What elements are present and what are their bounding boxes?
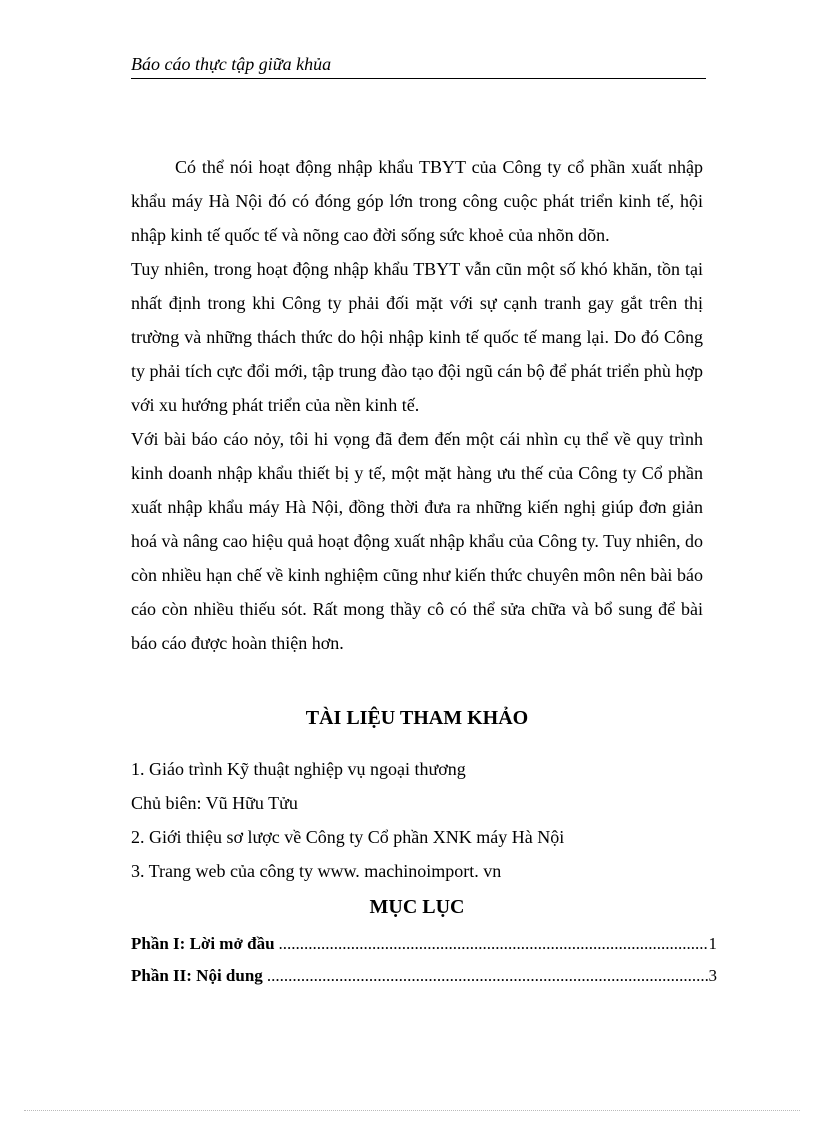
toc-leader-dots <box>279 928 708 960</box>
header-title: Báo cáo thực tập giữa khủa <box>131 54 332 74</box>
toc-title: MỤC LỤC <box>369 896 465 918</box>
references-title: TÀI LIỆU THAM KHẢO <box>305 707 529 729</box>
reference-item: 2. Giới thiệu sơ lược về Công ty Cổ phần XNK máy Hà Nội <box>131 827 565 847</box>
toc-entry[interactable] <box>131 928 717 960</box>
toc-entry[interactable] <box>131 960 717 992</box>
paragraph-conclusion: Có thể nói hoạt động nhập khẩu TBYT của Công ty cổ phần xuất nhập khẩu máy Hà Nội đó có đóng góp lớn trong công cuộc phát triển kinh tế, hội nhập kinh tế quốc tế và nõng cao đời sống sức khoẻ của nhõn dõn. <box>131 157 703 245</box>
body-text <box>131 150 703 660</box>
page-header <box>131 52 706 79</box>
toc-entry-label: Phần II: Nội dung <box>131 966 263 985</box>
references-list <box>131 752 703 888</box>
reference-item: 3. Trang web của công ty www. machinoimport. vn <box>131 861 502 881</box>
table-of-contents <box>131 928 717 992</box>
page-bottom-divider <box>24 1110 800 1111</box>
reference-item: 1. Giáo trình Kỹ thuật nghiệp vụ ngoại thương <box>131 759 466 779</box>
toc-leader-dots <box>267 960 708 992</box>
paragraph-challenges: Tuy nhiên, trong hoạt động nhập khẩu TBYT vẫn cũn một số khó khăn, tồn tại nhất định trong khi Công ty phải đối mặt với sự cạnh tranh gay gắt trên thị trường và những thách thức do hội nhập kinh tế quốc tế mang lại. Do đó Công ty phải tích cực đổi mới, tập trung đào tạo đội ngũ cán bộ để phát triển phù hợp với xu hướng phát triển của nền kinh tế. <box>131 259 703 415</box>
toc-entry-page: 1 <box>708 934 717 953</box>
reference-item: Chủ biên: Vũ Hữu Tửu <box>131 793 298 813</box>
toc-entry-page: 3 <box>708 966 717 985</box>
toc-entry-label: Phần I: Lời mở đầu <box>131 934 275 953</box>
paragraph-closing: Với bài báo cáo nỏy, tôi hi vọng đã đem đến một cái nhìn cụ thể về quy trình kinh doanh nhập khẩu thiết bị y tế, một mặt hàng ưu thế của Công ty Cổ phần xuất nhập khẩu máy Hà Nội, đồng thời đưa ra những kiến nghị giúp đơn giản hoá và nâng cao hiệu quả hoạt động xuất nhập khẩu của Công ty. Tuy nhiên, do còn nhiều hạn chế về kinh nghiệm cũng như kiến thức chuyên môn nên bài báo cáo còn nhiều thiếu sót. Rất mong thầy cô có thể sửa chữa và bổ sung để bài báo cáo được hoàn thiện hơn. <box>131 429 703 653</box>
